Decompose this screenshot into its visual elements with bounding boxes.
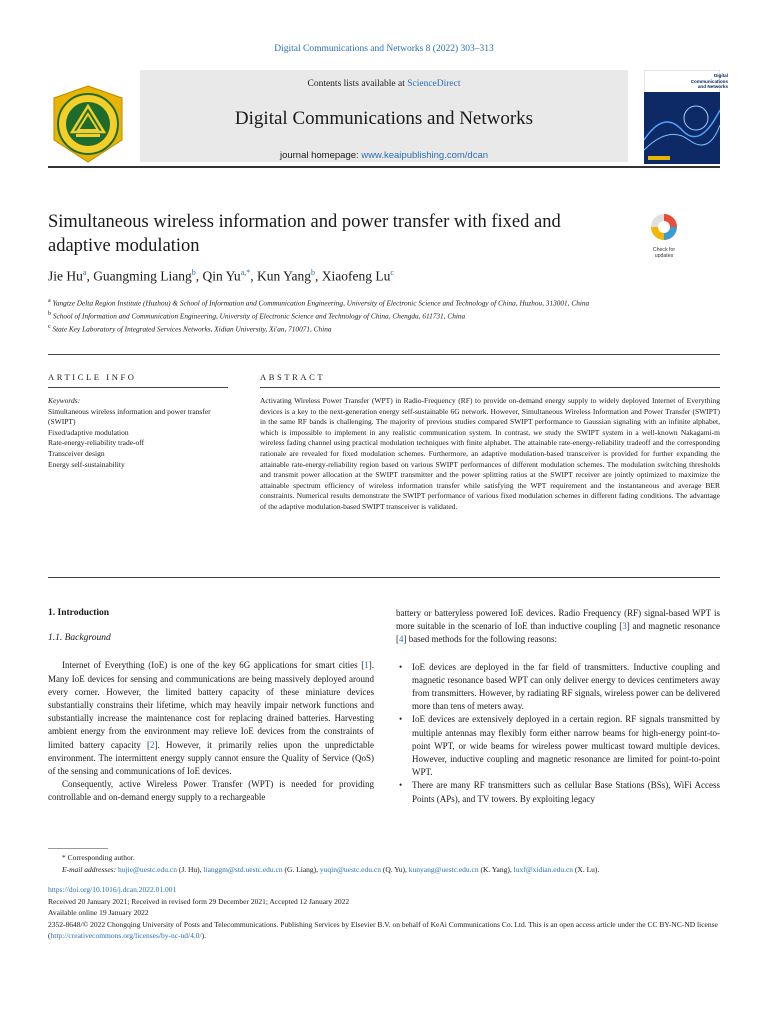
p3-text-c: ] based methods for the following reasons:: [403, 634, 557, 645]
author-name[interactable]: Jie Hu: [48, 268, 83, 284]
contents-prefix: Contents lists available at: [307, 79, 408, 89]
p3-text-b: ] and magnetic resonance [: [396, 621, 720, 645]
author-name[interactable]: Guangming Liang: [93, 268, 192, 284]
email-link[interactable]: luxf@xidian.edu.cn: [513, 864, 574, 874]
affiliation-text: State Key Laboratory of Integrated Services Networks, Xidian University, Xi'an, 710071, China: [52, 324, 332, 334]
crossmark-line1: Check for: [652, 247, 676, 253]
keyword: Energy self-sustainability: [48, 459, 125, 469]
author-name[interactable]: Qin Yu: [202, 268, 241, 284]
paper-title: Simultaneous wireless information and power transfer with fixed and adaptive modulation: [48, 212, 561, 256]
journal-reference[interactable]: Digital Communications and Networks 8 (2022) 303–313: [274, 44, 494, 54]
crossmark-icon: [644, 212, 684, 242]
email-addresses: [48, 864, 720, 876]
abstract-bottom-rule: [48, 577, 720, 578]
author-separator: ,: [250, 268, 257, 284]
author-affiliation-mark[interactable]: c: [390, 268, 394, 277]
affiliation: [48, 322, 668, 335]
received-dates: Received 20 January 2021; Received in revised form 29 December 2021; Accepted 12 January 2022: [48, 896, 350, 906]
body-left-column: [48, 607, 374, 805]
section-heading-introduction: 1. Introduction: [48, 608, 110, 618]
article-info-heading: ARTICLE INFO: [48, 372, 137, 382]
author-separator: ,: [86, 268, 94, 284]
affiliations: [48, 296, 668, 335]
author-separator: ,: [315, 268, 322, 284]
email-owner: (G. Liang),: [282, 864, 320, 874]
author-affiliation-mark[interactable]: b: [311, 268, 316, 277]
paragraph-1: [48, 659, 374, 778]
keywords-block: [48, 396, 228, 470]
reasons-list: [396, 661, 720, 806]
email-owner: (Q. Yu),: [380, 864, 409, 874]
email-link[interactable]: lianggm@std.uestc.edu.cn: [203, 864, 283, 874]
affiliation-text: Yangtze Delta Region Institute (Huzhou) & School of Information and Communication Engineering, University of Electronic Science and Technology of China, Huzhou, 313001, China: [52, 298, 590, 308]
subsection-heading-background: 1.1. Background: [48, 633, 111, 644]
keyword: Fixed/adaptive modulation: [48, 427, 129, 437]
header-rule: [48, 354, 720, 355]
keyword: Rate-energy-reliability trade-off: [48, 438, 145, 448]
affiliation: [48, 309, 668, 322]
masthead: [48, 70, 728, 168]
citation-2[interactable]: 2: [150, 739, 155, 750]
cover-title-line2: and Networks: [697, 84, 728, 89]
copyright-statement: [48, 919, 720, 942]
email-label: E-mail addresses:: [62, 864, 117, 874]
journal-title: Digital Communications and Networks: [234, 108, 534, 129]
keyword: Transceiver design: [48, 448, 105, 458]
author-affiliation-mark[interactable]: a: [82, 268, 87, 277]
bullet-item: • IoE devices are extensively deployed in a certain region. RF signals transmitted by multiple antennas may flexibly form either narrow beams for high-energy point-to-point WPT, or wide beams for wireless power multicast toward multiple devices. However, inductive coupling and magnetic resonance are limited for point-to-point WPT.: [396, 713, 720, 779]
university-logo: [48, 84, 128, 164]
journal-homepage: [140, 150, 628, 161]
author-separator: ,: [195, 268, 203, 284]
author-affiliation-mark[interactable]: b: [191, 268, 196, 277]
footnote-rule: [48, 848, 108, 849]
abstract-text: Activating Wireless Power Transfer (WPT) in Radio-Frequency (RF) to provide on-demand energy supply to widely deployed Internet of Everything devices is a key to the next-generation energy self-sustainable 6G network. However, Simultaneous Wireless Information and Power Transfer (SWIPT) in the same RF bands is challenging. The majority of previous studies compared SWIPT performance to Gaussian signaling with an infinite alphabet, which is impossible to implement in any realistic communication system. In contrast, we study the SWIPT system in a well-known Nakagami-m wireless fading channel using practical modulation techniques with finite alphabet. The attainable rate-energy-reliability tradeoff and the corresponding rationale are revealed for fixed modulation schemes. Furthermore, an adaptive modulation-based transceiver is provided for further expanding the attainable rate-energy-reliability region based on various SWIPT performances of different modulation schemes. The modulation switching thresholds and transmit power allocation at the SWIPT transmitter and the power splitting ratios at the SWIPT receiver are jointly optimized to maximize the attainable spectrum efficiency of wireless information transfer while satisfying the WPT requirement and the instantaneous and average BER constraints. Numerical results demonstrate the SWIPT performance of various fixed modulation schemes in different fading conditions. The advantage of the adaptive modulation-based SWIPT transceiver is validated.: [260, 396, 720, 511]
affiliation-text: School of Information and Communication Engineering, University of Electronic Science and Technology of China, Chengdu, 611731, China: [52, 311, 466, 321]
paragraph-3: [396, 607, 720, 647]
homepage-link[interactable]: www.keaipublishing.com/dcan: [361, 150, 489, 161]
bullet-item: • There are many RF transmitters such as cellular Base Stations (BSs), WiFi Access Points (APs), and TV towers. By exploiting legacy: [396, 779, 720, 805]
article-info-rule: [48, 387, 228, 388]
p3-text-a: battery or batteryless powered IoE devices. Radio Frequency (RF) signal-based WPT is more suitable in the scenario of IoE than inductive coupling [: [396, 608, 720, 632]
contents-line: [140, 79, 628, 89]
author-name[interactable]: Kun Yang: [257, 268, 312, 284]
cover-title-line1: Digital Communications: [690, 73, 728, 84]
email-owner: (K. Yang),: [478, 864, 514, 874]
citation-3[interactable]: 3: [622, 621, 627, 632]
sciencedirect-link[interactable]: ScienceDirect: [407, 79, 461, 89]
email-owner: (J. Hu),: [176, 864, 204, 874]
footnotes: [48, 852, 720, 942]
check-for-updates-badge[interactable]: [644, 212, 684, 258]
email-owner: (X. Lu).: [573, 864, 600, 874]
paragraph-2: Consequently, active Wireless Power Transfer (WPT) is needed for providing controllable and on-demand energy supply to a rechargeable: [48, 779, 374, 803]
homepage-label: journal homepage:: [279, 150, 362, 161]
p1-text-a: Internet of Everything (IoE) is one of the key 6G applications for smart cities [: [62, 660, 365, 671]
email-link[interactable]: kunyang@uestc.edu.cn: [408, 864, 479, 874]
author-name[interactable]: Xiaofeng Lu: [321, 268, 391, 284]
doi-link[interactable]: https://doi.org/10.1016/j.dcan.2022.01.001: [48, 885, 177, 894]
affiliation: [48, 296, 668, 309]
citation-4[interactable]: 4: [399, 634, 404, 645]
body-right-column: [396, 607, 720, 806]
bullet-item: • IoE devices are deployed in the far field of transmitters. Inductive coupling and magnetic resonance based WPT can only deliver energy to devices centimeters away from transmitters. However, by radiating RF signals, wireless power can be delivered more than tens of meters away.: [396, 661, 720, 714]
license-link[interactable]: http://creativecommons.org/licenses/by-nc-nd/4.0/: [50, 931, 202, 940]
copyright-text-a: 2352-8648/© 2022 Chongqing University of Posts and Telecommunications. Publishing Services by Elsevier B.V. on behalf of KeAi Communications Co. Ltd. This is an open access article under the CC BY-NC-ND license (: [48, 919, 718, 940]
affiliation-mark: a: [48, 298, 51, 304]
p1-text-b: ]. Many IoE devices for sensing and communications are being massively deployed around every corner. However, the limited battery capacity of these miniature devices substantially constrains their lifetime, which may heavily impair network functions and substantially increase the maintenance cost for replacing drained batteries. Harvesting ambient energy from the environment may relieve IoE devices from the constraints of limited battery capacity [: [48, 660, 374, 750]
affiliation-mark: b: [48, 310, 51, 317]
corresponding-author-note: * Corresponding author.: [62, 853, 135, 862]
author-list: [48, 268, 394, 285]
p1-text-c: ]. However, it primarily relies upon the unpredictable environment. The intermittent energy supply cannot ensure the Quality of Service (QoS) of the sensing and communications of IoE devices.: [48, 739, 374, 777]
author-affiliation-mark[interactable]: a,*: [240, 268, 251, 277]
crossmark-line2: updates: [654, 253, 674, 259]
copyright-text-b: ).: [201, 931, 206, 940]
affiliation-mark: c: [48, 323, 51, 330]
masthead-rule: [48, 166, 720, 168]
available-online: Available online 19 January 2022: [48, 908, 149, 917]
email-link[interactable]: yuqin@uestc.edu.cn: [319, 864, 381, 874]
cover-title: [684, 73, 728, 90]
abstract-heading: ABSTRACT: [260, 372, 326, 382]
keywords-label: Keywords:: [48, 396, 81, 405]
keywords-list: [48, 407, 228, 471]
email-link[interactable]: hujie@uestc.edu.cn: [117, 864, 177, 874]
keyword: Simultaneous wireless information and power transfer (SWIPT): [48, 406, 211, 427]
abstract-rule: [260, 387, 720, 388]
citation-1[interactable]: 1: [364, 660, 369, 671]
